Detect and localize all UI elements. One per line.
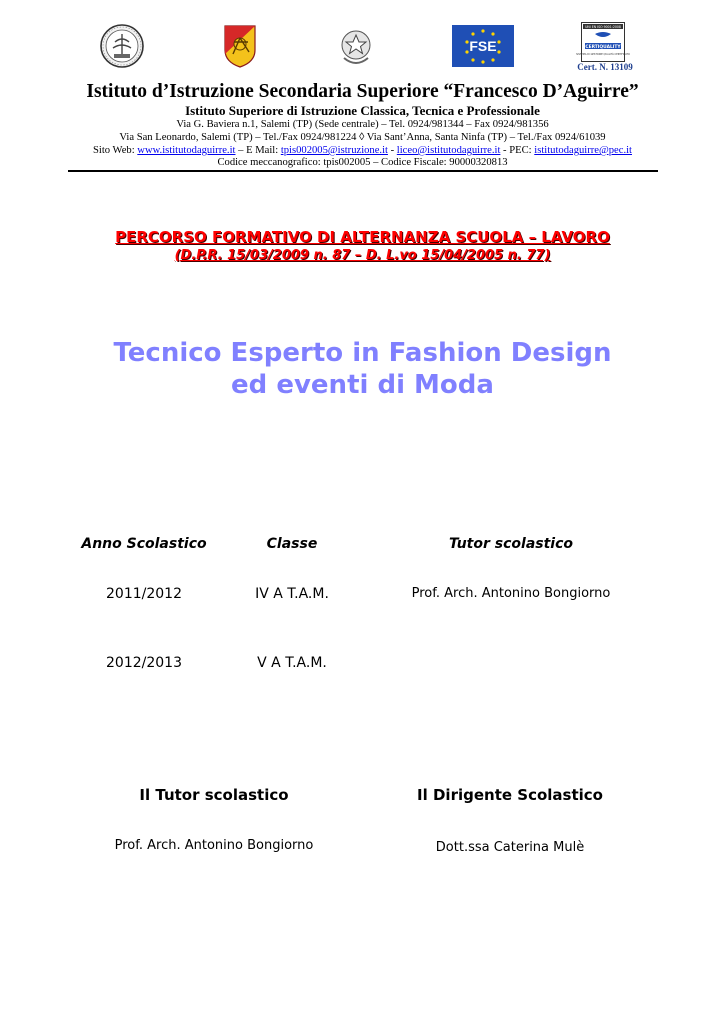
table-cell-anno-1: 2011/2012 bbox=[106, 586, 182, 602]
school-name: Istituto d’Istruzione Secondaria Superiore “Francesco D’Aguirre” bbox=[86, 81, 639, 102]
sicily-region-logo bbox=[223, 24, 257, 68]
contacts-line bbox=[0, 145, 725, 157]
principal-signature-label: Il Dirigente Scolastico bbox=[417, 786, 603, 804]
table-cell-anno-2: 2012/2013 bbox=[106, 655, 182, 671]
email-link-liceo[interactable]: liceo@istitutodaguirre.it bbox=[396, 145, 501, 156]
cert-badge-bottom: SISTEMA DI GESTIONE QUALITÀ CERTIFICATO bbox=[576, 53, 630, 56]
email-link-istruzione[interactable]: tpis002005@istruzione.it bbox=[280, 145, 388, 156]
table-cell-tutor-1: Prof. Arch. Antonino Bongiorno bbox=[411, 586, 611, 601]
website-link[interactable]: www.istitutodaguirre.it bbox=[137, 145, 236, 156]
table-cell-classe-2: V A T.A.M. bbox=[257, 655, 327, 671]
principal-name: Dott.ssa Caterina Mulè bbox=[435, 840, 585, 855]
school-subtitle: Istituto Superiore di Istruzione Classica, Tecnica e Professionale bbox=[185, 103, 540, 118]
cert-badge-main: CERTIQUALITY bbox=[585, 44, 621, 50]
address-line-1: Via G. Baviera n.1, Salemi (TP) (Sede centrale) – Tel. 0924/981344 – Fax 0924/981356 bbox=[176, 119, 549, 130]
fse-eu-flag-logo bbox=[452, 25, 514, 67]
email-label: – E Mail: bbox=[235, 145, 281, 156]
email-separator: - bbox=[387, 145, 397, 156]
col-header-classe: Classe bbox=[266, 536, 318, 552]
course-title-line-2: ed eventi di Moda bbox=[231, 370, 494, 400]
certiquality-badge bbox=[576, 22, 630, 62]
tutor-signature-label: Il Tutor scolastico bbox=[139, 786, 289, 804]
pec-label: - PEC: bbox=[500, 145, 535, 156]
codes-line: Codice meccanografico: tpis002005 – Codice Fiscale: 90000320813 bbox=[217, 157, 508, 168]
cert-badge-top: UNI EN ISO 9001:2008 bbox=[585, 25, 621, 29]
program-heading: PERCORSO FORMATIVO DI ALTERNANZA SCUOLA – LAVORO bbox=[115, 228, 610, 246]
header-divider bbox=[68, 170, 658, 172]
course-title-line-1: Tecnico Esperto in Fashion Design bbox=[113, 338, 612, 368]
pec-link[interactable]: istitutodaguirre@pec.it bbox=[534, 145, 632, 156]
tutor-name: Prof. Arch. Antonino Bongiorno bbox=[114, 838, 314, 853]
web-label: Sito Web: bbox=[93, 145, 138, 156]
school-seal-logo bbox=[99, 22, 145, 70]
italian-republic-emblem bbox=[339, 26, 373, 68]
address-line-2: Via San Leonardo, Salemi (TP) – Tel./Fax 0924/981224 ◊ Via Sant’Anna, Santa Ninfa (TP) – Tel./Fax 0924/61039 bbox=[119, 132, 606, 143]
cert-number: Cert. N. 13109 bbox=[577, 62, 633, 72]
table-cell-classe-1: IV A T.A.M. bbox=[255, 586, 329, 602]
program-reference: (D.P.R. 15/03/2009 n. 87 – D. L.vo 15/04/2005 n. 77) bbox=[174, 248, 551, 263]
fse-label: FSE bbox=[469, 38, 497, 54]
col-header-anno: Anno Scolastico bbox=[81, 536, 207, 552]
col-header-tutor: Tutor scolastico bbox=[448, 536, 574, 552]
